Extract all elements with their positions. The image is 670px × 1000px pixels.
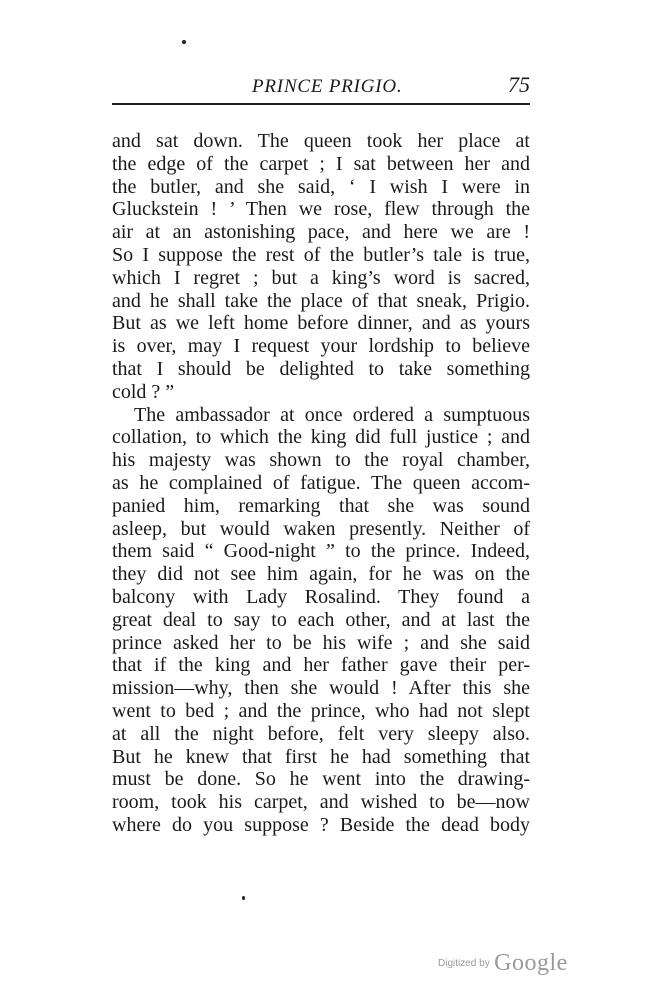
text-line: So I suppose the rest of the butler’s tale is true, <box>112 243 530 266</box>
text-line: them said “ Good-night ” to the prince. Indeed, <box>112 540 530 563</box>
text-line: air at an astonishing pace, and here we are ! <box>112 221 530 244</box>
text-line: But as we left home before dinner, and as yours <box>112 312 530 335</box>
text-line: collation, to which the king did full justice ; and <box>112 426 530 449</box>
text-line: went to bed ; and the prince, who had not slept <box>112 699 530 722</box>
digitized-label: Digitized by <box>438 958 490 969</box>
text-line: and he shall take the place of that sneak, Prigio. <box>112 289 530 312</box>
text-line: that I should be delighted to take something <box>112 357 530 380</box>
text-line: as he complained of fatigue. The queen accom- <box>112 471 530 494</box>
text-line: balcony with Lady Rosalind. They found a <box>112 585 530 608</box>
text-line: cold ? ” <box>112 380 175 403</box>
digitized-by-google-watermark <box>438 950 568 977</box>
text-line: asleep, but would waken presently. Neither of <box>112 517 530 540</box>
text-line: the edge of the carpet ; I sat between her and <box>112 152 530 175</box>
google-logo: Google <box>494 950 568 976</box>
text-line: great deal to say to each other, and at last the <box>112 608 530 631</box>
text-line: The ambassador at once ordered a sumptuous <box>134 403 530 426</box>
text-line: mission—why, then she would ! After this she <box>112 677 530 700</box>
text-line: and sat down. The queen took her place at <box>112 130 530 152</box>
header-rule <box>112 103 530 105</box>
text-line: room, took his carpet, and wished to be—now <box>112 791 530 814</box>
text-line: panied him, remarking that she was sound <box>112 494 530 517</box>
ink-speck <box>182 40 186 44</box>
text-line: they did not see him again, for he was on the <box>112 563 530 586</box>
text-line: where do you suppose ? Beside the dead body <box>112 813 530 836</box>
text-line: his majesty was shown to the royal chamber, <box>112 449 530 472</box>
text-line: is over, may I request your lordship to believe <box>112 335 530 358</box>
text-line: which I regret ; but a king’s word is sacred, <box>112 266 530 289</box>
page-header <box>112 70 530 98</box>
text-line: at all the night before, felt very sleepy also. <box>112 722 530 745</box>
text-line: prince asked her to be his wife ; and she said <box>112 631 530 654</box>
running-title: PRINCE PRIGIO. <box>252 76 403 97</box>
text-line: that if the king and her father gave their per- <box>112 654 530 677</box>
text-line: But he knew that first he had something that <box>112 745 530 768</box>
ink-speck <box>242 896 245 900</box>
text-line: the butler, and she said, ‘ I wish I were in <box>112 175 530 198</box>
text-line: must be done. So he went into the drawing- <box>112 768 530 791</box>
body-text <box>112 130 530 837</box>
text-line: Gluckstein ! ’ Then we rose, flew through the <box>112 198 530 221</box>
page-number: 75 <box>508 72 530 97</box>
